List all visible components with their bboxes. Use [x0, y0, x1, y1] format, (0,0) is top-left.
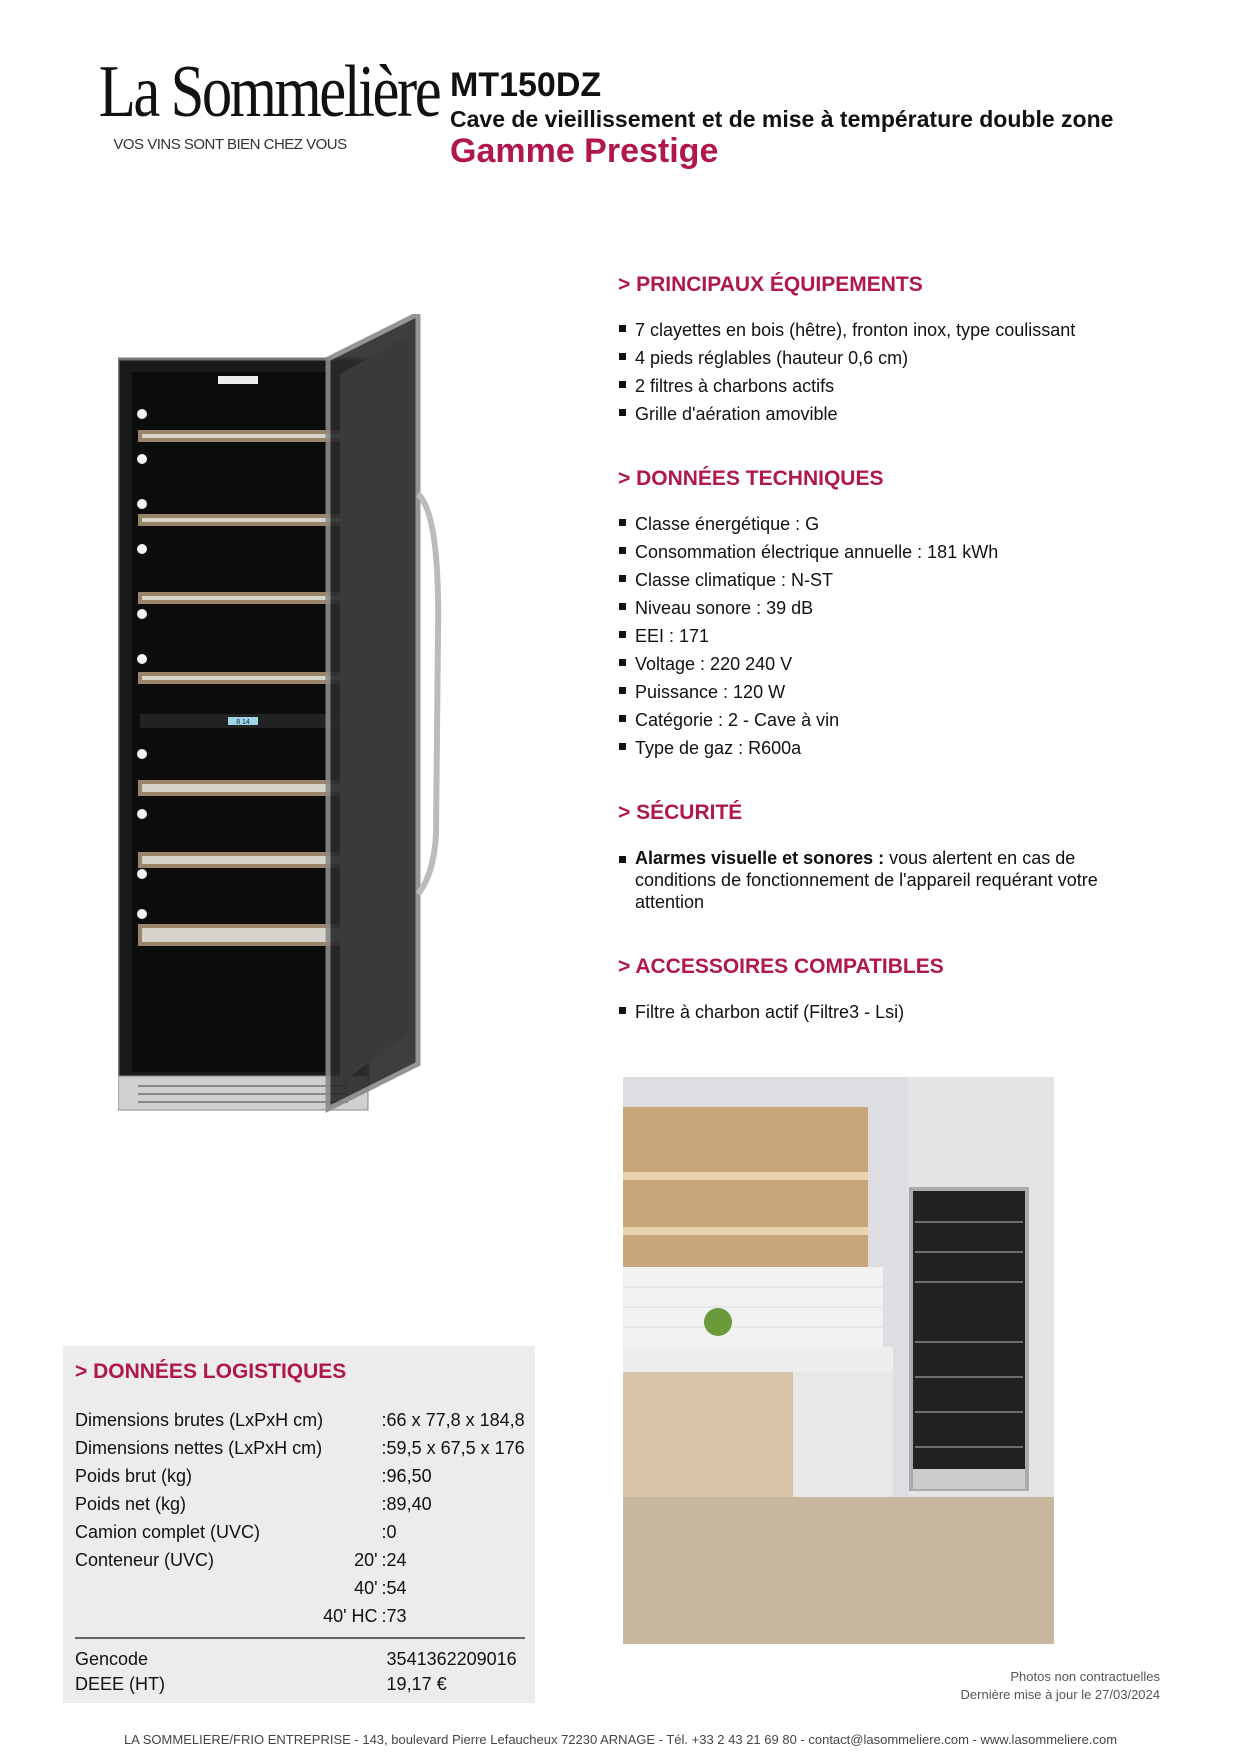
row-label — [75, 1602, 323, 1630]
product-range: Gamme Prestige — [450, 132, 719, 170]
logistics-row — [75, 1602, 525, 1630]
list-item: 4 pieds réglables (hauteur 0,6 cm) — [618, 344, 1075, 372]
row-separator: : — [381, 1465, 387, 1486]
security-text: vous alertent en cas de conditions de fonctionnement de l'appareil requérant votre attention — [635, 848, 1098, 912]
row-sublabel: 40' HC — [323, 1605, 378, 1626]
row-label — [75, 1574, 323, 1602]
technical-heading: > DONNÉES TECHNIQUES — [618, 467, 884, 490]
kitchen-photo — [623, 1077, 1054, 1644]
list-item: 2 filtres à charbons actifs — [618, 372, 1075, 400]
security-heading: > SÉCURITÉ — [618, 801, 743, 824]
list-item: Catégorie : 2 - Cave à vin — [618, 706, 998, 734]
list-item — [618, 847, 1138, 913]
list-item: Grille d'aération amovible — [618, 400, 1075, 428]
row-sublabel — [323, 1434, 381, 1462]
disclaimer-photos: Photos non contractuelles — [1010, 1669, 1160, 1684]
row-value: 24 — [386, 1549, 407, 1570]
logistics-row — [75, 1518, 525, 1546]
row-label: Poids net (kg) — [75, 1493, 187, 1514]
page-footer: LA SOMMELIERE/FRIO ENTREPRISE - 143, boulevard Pierre Lefaucheux 72230 ARNAGE - Tél. +33 2 43 21 69 80 - contact@lasommeliere.com - www.lasommeliere.com — [123, 1732, 1118, 1747]
list-item: Classe énergétique : G — [618, 510, 998, 538]
list-item: Filtre à charbon actif (Filtre3 - Lsi) — [618, 998, 904, 1026]
row-separator: : — [381, 1605, 387, 1626]
deee-label: DEEE (HT) — [75, 1673, 165, 1694]
list-item: Niveau sonore : 39 dB — [618, 594, 998, 622]
row-sublabel: 40' — [354, 1577, 378, 1598]
row-label: Poids brut (kg) — [75, 1465, 193, 1486]
list-item: Type de gaz : R600a — [618, 734, 998, 762]
row-separator: : — [381, 1521, 387, 1542]
equipment-heading: > PRINCIPAUX ÉQUIPEMENTS — [618, 273, 923, 296]
deee-value: 19,17 € — [386, 1673, 447, 1694]
row-value: 54 — [386, 1577, 407, 1598]
row-sublabel — [323, 1406, 381, 1434]
list-item: 7 clayettes en bois (hêtre), fronton inox, type coulissant — [618, 316, 1075, 344]
disclaimer — [961, 1668, 1160, 1704]
logistics-row — [75, 1406, 525, 1434]
row-separator: : — [381, 1437, 387, 1458]
row-separator: : — [381, 1409, 387, 1430]
row-value: 96,50 — [386, 1465, 432, 1486]
row-separator: : — [381, 1493, 387, 1514]
row-label: Conteneur (UVC) — [75, 1549, 215, 1570]
row-label: Dimensions brutes (LxPxH cm) — [75, 1409, 324, 1430]
row-separator: : — [381, 1549, 387, 1570]
security-bold: Alarmes visuelle et sonores : — [635, 848, 885, 868]
gencode-label: Gencode — [75, 1649, 149, 1669]
security-list — [618, 847, 1138, 913]
row-label: Camion complet (UVC) — [75, 1521, 261, 1542]
row-separator: : — [381, 1577, 387, 1598]
row-value: 66 x 77,8 x 184,8 — [386, 1409, 525, 1430]
equipment-list — [618, 316, 1075, 428]
disclaimer-updated: Dernière mise à jour le 27/03/2024 — [960, 1687, 1160, 1702]
product-image-fridge — [118, 314, 488, 1164]
logistics-table — [75, 1406, 525, 1698]
fridge-display-readout: 8 14 — [236, 719, 250, 726]
row-value: 89,40 — [386, 1493, 432, 1514]
row-value: 73 — [386, 1605, 407, 1626]
list-item: Voltage : 220 240 V — [618, 650, 998, 678]
logistics-panel — [63, 1346, 535, 1703]
logistics-row — [75, 1546, 525, 1574]
logo-name: La Sommelière — [98, 51, 440, 133]
list-item: EEI : 171 — [618, 622, 998, 650]
logistics-row — [75, 1574, 525, 1602]
list-item: Puissance : 120 W — [618, 678, 998, 706]
row-label: Dimensions nettes (LxPxH cm) — [75, 1437, 323, 1458]
row-sublabel — [323, 1490, 381, 1518]
logistics-row — [75, 1434, 525, 1462]
row-sublabel — [323, 1518, 381, 1546]
model-title: MT150DZ — [450, 66, 602, 104]
list-item: Consommation électrique annuelle : 181 kWh — [618, 538, 998, 566]
logistics-row — [75, 1462, 525, 1490]
gencode-value: 3541362209016 — [386, 1649, 517, 1669]
logistics-heading: > DONNÉES LOGISTIQUES — [75, 1360, 347, 1383]
brand-logo — [70, 50, 440, 153]
technical-list — [618, 510, 998, 762]
product-subtitle: Cave de vieillissement et de mise à température double zone — [450, 106, 1114, 132]
list-item: Classe climatique : N-ST — [618, 566, 998, 594]
accessories-list — [618, 998, 904, 1026]
logistics-row — [75, 1490, 525, 1518]
row-sublabel — [323, 1462, 381, 1490]
row-sublabel: 20' — [354, 1549, 378, 1570]
accessories-heading: > ACCESSOIRES COMPATIBLES — [618, 955, 944, 978]
row-value: 0 — [386, 1521, 397, 1542]
row-value: 59,5 x 67,5 x 176 — [386, 1437, 525, 1458]
logo-tagline: VOS VINS SONT BIEN CHEZ VOUS — [113, 136, 347, 153]
